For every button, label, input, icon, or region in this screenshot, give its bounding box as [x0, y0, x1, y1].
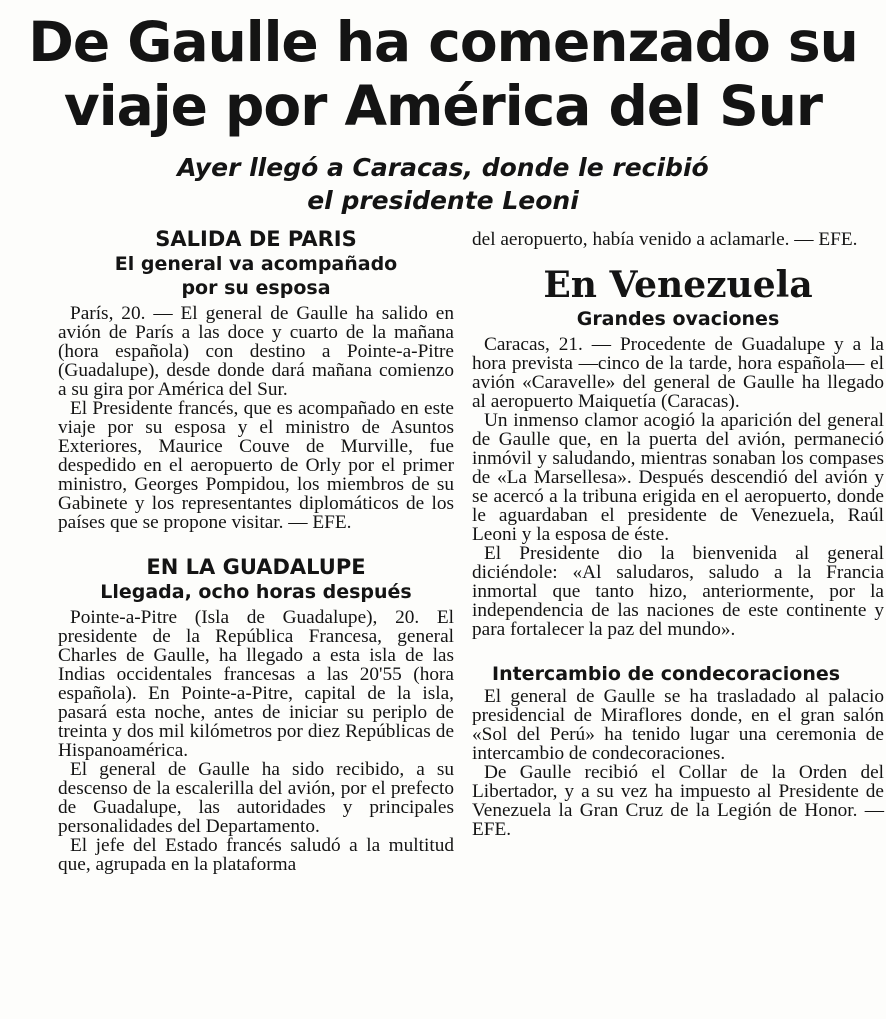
paragraph: El Presidente dio la bienvenida al general diciéndole: «Al saludaros, saludo a la Francia inmortal que tanto hizo, anteriormente, por la independencia de las naciones de este continente y para fortalecer la paz del mundo».: [472, 543, 884, 640]
deck-line-2: el presidente Leoni: [307, 186, 579, 215]
continuation-paragraph: del aeropuerto, había venido a aclamarle. — EFE.: [472, 229, 858, 250]
left-column: [58, 226, 454, 874]
paragraph: Un inmenso clamor acogió la aparición del general de Gaulle que, en la puerta del avión, permaneció inmóvil y saludando, mientras sonaban los compases de «La Marsellesa». Después descendió del avión y se acercó a la tribuna erigida en el aeropuerto, donde le aguardaban el presidente de Venezuela, Raúl Leoni y la esposa de éste.: [472, 410, 884, 545]
paragraph: El Presidente francés, que es acompañado en este viaje por su esposa y el ministro de Asuntos Exteriores, Maurice Couve de Murville, fue despedido en el aeropuerto de Orly por el primer ministro, Georges Pompidou, los miembros de su Gabinete y los representantes diplomáticos de los países que se propone visitar. — EFE.: [58, 398, 454, 533]
paragraph: El general de Gaulle ha sido recibido, a su descenso de la escalerilla del avión, por el prefecto de Guadalupe, las autoridades y principales personalidades del Departamento.: [58, 759, 454, 837]
paragraph: De Gaulle recibió el Collar de la Orden del Libertador, y a su vez ha impuesto al Presidente de Venezuela la Gran Cruz de la Legión de Honor. — EFE.: [472, 762, 884, 840]
deck-line-1: Ayer llegó a Caracas, donde le recibió: [177, 153, 709, 182]
paragraph: Pointe-a-Pitre (Isla de Guadalupe), 20. El presidente de la República Francesa, general Charles de Gaulle, ha llegado a esta isla de las Indias occidentales francesas a las 20'55 (hora española). En Pointe-a-Pitre, capital de la isla, pasará esta noche, antes de iniciar su periplo de treinta y dos mil kilómetros por diez Repúblicas de Hispanoamérica.: [58, 607, 454, 761]
section-heading-venezuela: En Venezuela: [543, 264, 813, 306]
headline-line-2: viaje por América del Sur: [63, 74, 823, 138]
paragraph: Caracas, 21. — Procedente de Guadalupe y a la hora prevista —cinco de la tarde, hora española— el avión «Caravelle» del general de Gaulle ha llegado al aeropuerto Maiquetía (Caracas).: [472, 334, 884, 412]
section-heading-intercambio: Intercambio de condecoraciones: [492, 663, 841, 685]
paragraph: París, 20. — El general de Gaulle ha salido en avión de París a las doce y cuarto de la mañana (hora española) con destino a Pointe-a-Pitre (Guadalupe), desde donde dará mañana comienzo a su gira por América del Sur.: [58, 303, 454, 400]
right-column: [472, 230, 884, 839]
section-heading-guadalupe: EN LA GUADALUPE: [146, 555, 366, 579]
headline-line-1: De Gaulle ha comenzado su: [28, 10, 858, 74]
subheading-esposa: por su esposa: [181, 277, 331, 299]
paragraph: El general de Gaulle se ha trasladado al palacio presidencial de Miraflores donde, en el gran salón «Sol del Perú» ha tenido lugar una ceremonia de intercambio de condecoraciones.: [472, 686, 884, 764]
subheading-acompanado: El general va acompañado: [114, 253, 398, 275]
subheading-llegada: Llegada, ocho horas después: [100, 581, 412, 603]
paragraph: El jefe del Estado francés saludó a la multitud que, agrupada en la plataforma: [58, 835, 454, 875]
subheading-ovaciones: Grandes ovaciones: [576, 308, 780, 330]
section-heading-salida: SALIDA DE PARIS: [155, 227, 357, 251]
